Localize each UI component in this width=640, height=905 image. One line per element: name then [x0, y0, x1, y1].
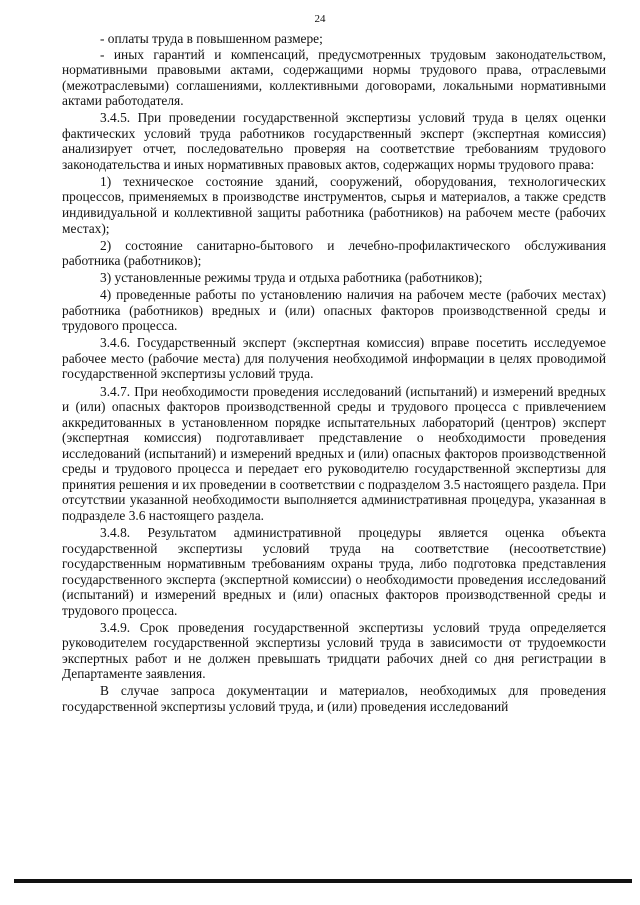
clause-3-4-7: 3.4.7. При необходимости проведения исследований (испытаний) и измерений вредных и (или) опасных факторов производственной среды и трудового процесса с привлечением аккредитованных в установленном порядке испытательных лабораторий (центров) эксперт (экспертная комиссия) подготавливает представление о необходимости проведения исследований (испытаний) и измерений вредных и (или) опасных факторов производственной среды и трудового процесса и передает его руководителю государственной экспертизы для принятия решения и их проведении в соответствии с подразделом 3.5 настоящего раздела. При отсутствии указанной необходимости выполняется административная процедура, указанная в подразделе 3.6 настоящего раздела.: [62, 383, 606, 523]
clause-3-4-8: 3.4.8. Результатом административной процедуры является оценка объекта государственной экспертизы условий труда на соответствие (несоответствие) государственным нормативным требованиям охраны труда, либо подготовка представления государственного эксперта (экспертной комиссии) о необходимости проведения исследований (испытаний) и измерений вредных и (или) опасных факторов производственной среды и трудового процесса.: [62, 524, 606, 618]
scan-bottom-rule: [14, 879, 632, 883]
list-item-wage: - оплаты труда в повышенном размере;: [100, 31, 323, 46]
clause-3-4-6: 3.4.6. Государственный эксперт (экспертная комиссия) вправе посетить исследуемое рабочее место (рабочие места) для получения необходимой информации в целях проводимой государственной экспертизы условий труда.: [62, 335, 606, 382]
document-body: [62, 31, 606, 715]
clause-3-4-5: 3.4.5. При проведении государственной экспертизы условий труда в целях оценки фактических условий труда работников государственный эксперт (экспертная комиссия) анализирует отчет, последовательно проверяя на соответствие требованиям трудового законодательства и иных нормативных правовых актов, содержащих нормы трудового права:: [62, 110, 606, 172]
clause-item-3: 3) установленные режимы труда и отдыха работника (работников);: [100, 270, 483, 286]
paragraph-request-case: В случае запроса документации и материалов, необходимых для проведения государственной экспертизы условий труда, и (или) проведения исследований: [62, 683, 606, 714]
clause-item-2: 2) состояние санитарно-бытового и лечебно-профилактического обслуживания работника (работников);: [62, 237, 606, 269]
clause-item-1: 1) техническое состояние зданий, сооружений, оборудования, технологических процессов, применяемых в производстве инструментов, сырья и материалов, а также средств индивидуальной и коллективной защиты работника (работников) на рабочем месте (рабочих местах);: [62, 173, 606, 236]
list-item-guarantees: - иных гарантий и компенсаций, предусмотренных трудовым законодательством, нормативными правовыми актами, содержащими нормы трудового права, отраслевыми (межотраслевыми) соглашениями, коллективными договорами, локальными нормативными актами работодателя.: [62, 46, 606, 109]
clause-item-4: 4) проведенные работы по установлению наличия на рабочем месте (рабочих местах) работника (работников) вредных и (или) опасных факторов производственной среды и трудового процесса.: [62, 287, 606, 334]
page-number: 24: [314, 13, 326, 25]
clause-3-4-9: 3.4.9. Срок проведения государственной экспертизы условий труда определяется руководителем государственной экспертизы условий труда в зависимости от трудоемкости экспертных работ и не должен превышать тридцати рабочих дней со дня регистрации в Департаменте заявления.: [62, 619, 606, 682]
